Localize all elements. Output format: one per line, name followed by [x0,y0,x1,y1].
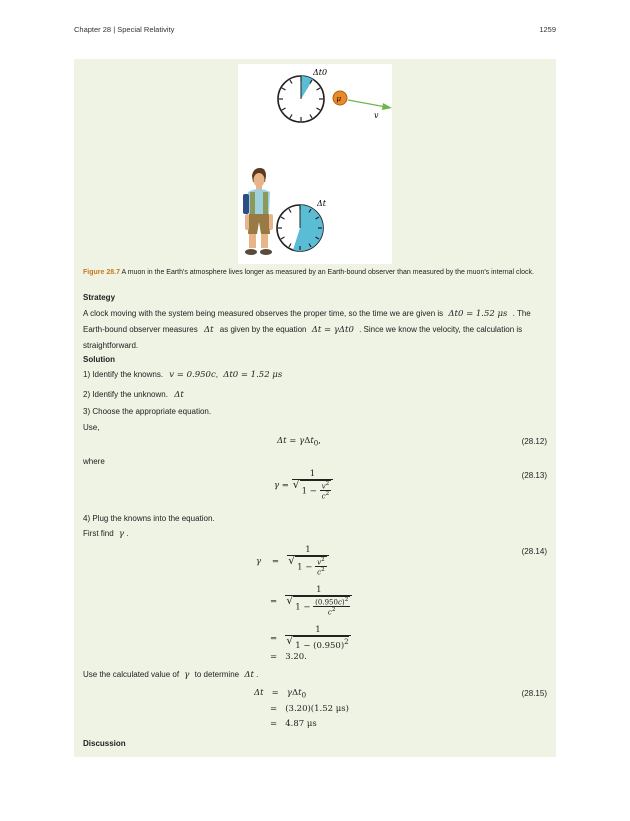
equation-28-15-line-3: = 4.87 μs [270,719,317,729]
strategy-text: as given by the equation [219,325,307,334]
dt0-label: Δt0 [313,68,328,77]
equation-28-15-line-2: = (3.20)(1.52 μs) [270,704,349,714]
page-number: 1259 [539,25,556,34]
step-2 [83,390,184,400]
use-calc-text: Use the calculated value of [83,670,180,679]
step-1: 1) Identify the knowns. v = 0.950c, Δt0 = 1.52 μs [83,370,283,380]
eqnum-28-15: (28.15) [521,689,547,698]
gamma-result: 3.20. [285,652,307,662]
velocity-known: v = 0.950c [169,370,216,380]
earth-observer [243,168,273,255]
strategy-heading: Strategy [83,293,116,302]
dilation-equation-inline: Δt = γΔt0 [311,325,354,335]
solution-heading: Solution [83,355,115,364]
step-3: 3) Choose the appropriate equation. [83,407,212,416]
first-find: First find γ . [83,529,129,539]
equation-28-14-line-4: = 3.20. [270,652,307,662]
strategy-line-2 [83,325,522,335]
dt-symbol: Δt [203,325,214,335]
example-panel [74,59,556,757]
equation-28-13: γ = 1 √ 1 − $\frac{v^2}{c^2}$ [274,469,333,501]
step-text: 2) Identify the unknown. [83,390,168,399]
figure-28-7 [238,64,392,264]
figure-caption [83,268,545,278]
earth-clock [277,205,323,251]
equation-28-14-line-1: γ = 1 √ 1 − $\frac{v^2}{c^2}$ [256,545,329,577]
strategy-text: . Since we know the velocity, the calculation is [359,325,523,334]
use-calculated: Use the calculated value of γ to determine Δt . [83,670,259,680]
dt-label: Δt [317,199,326,208]
eqnum-28-14: (28.14) [521,547,547,556]
eqnum-28-13: (28.13) [521,471,547,480]
step-4: 4) Plug the knowns into the equation. [83,514,215,523]
caption-label: Figure 28.7 [83,269,120,276]
strategy-text: Earth-bound observer measures [83,325,198,334]
where-label: where [83,457,105,466]
strategy-text: A clock moving with the system being measured observes the proper time, so the time we are given is [83,309,444,318]
eqnum-28-12: (28.12) [521,437,547,446]
gamma-symbol: γ [184,670,190,680]
equation-28-14-line-2: = 1 √ 1 − $\frac{(0.950c)^2}{c^2}$ [270,585,352,617]
step-text: 1) Identify the knowns. [83,370,164,379]
use-label: Use, [83,423,100,432]
strategy-line-1 [83,309,531,319]
chapter-title: Chapter 28 | Special Relativity [74,25,175,34]
strategy-text-end: . The [512,309,531,318]
muon-particle [333,91,347,105]
proper-time-value: Δt0 = 1.52 μs [448,309,508,319]
dt-result: 4.87 μs [285,719,317,729]
dt-symbol: Δt [244,670,254,680]
use-calc-text: to determine [194,670,240,679]
equation-28-12: Δt = γΔt$_0$, [277,436,321,448]
velocity-arrow [348,100,386,107]
muon-figure [238,64,392,264]
strategy-line-3: straightforward. [83,341,139,350]
unknown-symbol: Δt [174,390,184,400]
discussion-heading: Discussion [83,739,126,748]
proper-time-known: Δt0 = 1.52 μs [223,370,283,380]
caption-text: A muon in the Earth's atmosphere lives longer as measured by an Earth-bound observer than measured by the muon's internal clock. [119,269,534,276]
gamma-symbol: γ [118,529,124,539]
dt-substitution: (3.20)(1.52 μs) [285,704,349,714]
equation-28-15-line-1: Δt = γΔt$_0$ [254,688,307,700]
muon-clock [278,76,324,122]
first-find-text: First find [83,529,114,538]
equation-28-14-line-3: = 1 √ $1 - (0.950)^2$ [270,625,351,651]
mu-label: μ [336,95,342,103]
v-label: v [374,111,379,120]
